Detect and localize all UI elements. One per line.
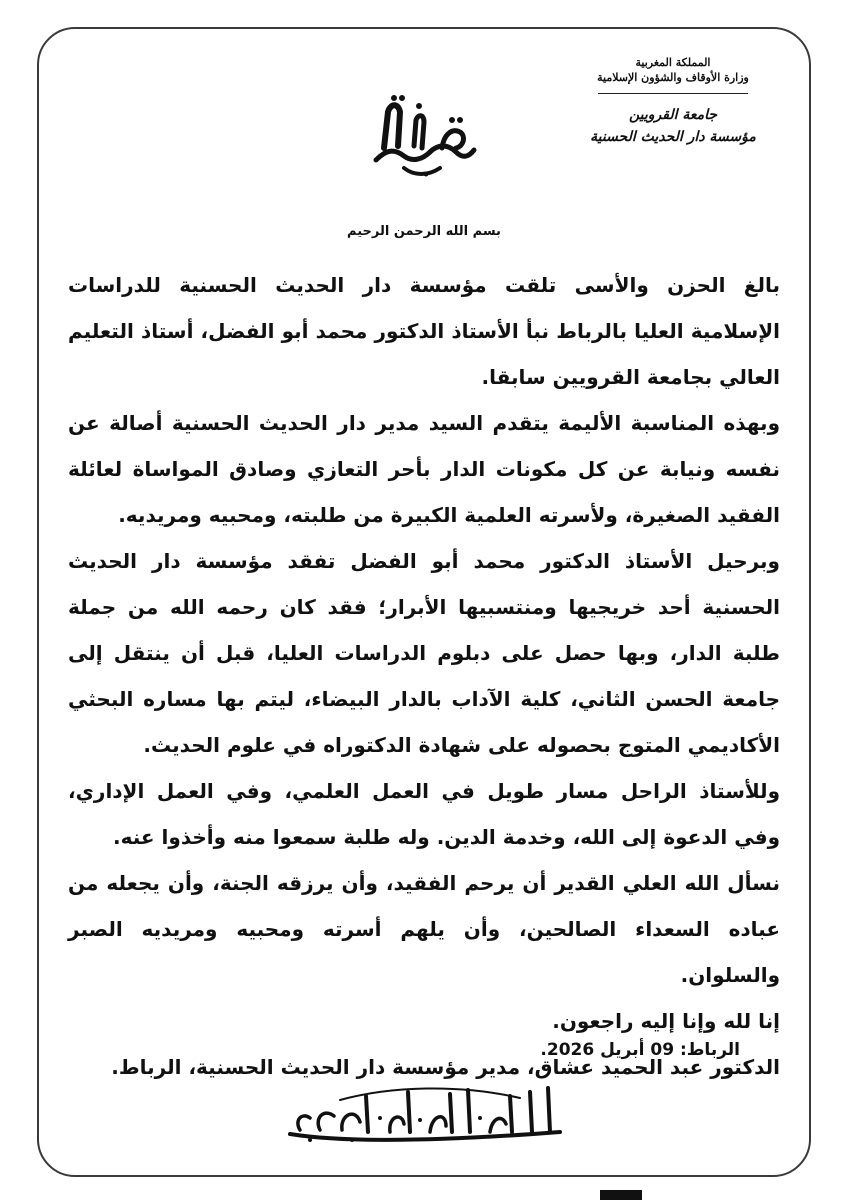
signature-line: الدكتور عبد الحميد عشاق، مدير مؤسسة دار الحديث الحسنية، الرباط. [111,1055,780,1079]
header-divider [598,93,748,94]
paragraph-career: وللأستاذ الراحل مسار طويل في العمل العلمي، وفي العمل الإداري، وفي الدعوة إلى الله، وخدمة الدين. وله طلبة سمعوا منه وأخذوا عنه. [68,779,780,849]
university-label: جامعة القرويين [628,107,718,123]
date-line: الرباط: 09 أبريل 2026. [540,1040,740,1060]
ministry-label: وزارة الأوقاف والشؤون الإسلامية [597,71,749,84]
paragraph-condolences: وبهذه المناسبة الأليمة يتقدم السيد مدير دار الحديث الحسنية أصالة عن نفسه ونيابة عن كل مكونات الدار بأحر التعازي وصادق المواساة لعائلة الفقيد الصغيرة، ولأسرته العلمية الكبيرة من طلبته، ومحبيه ومريديه. [68,411,780,527]
basmala: بسم الله الرحمن الرحيم [347,224,501,239]
institution-header [588,55,758,148]
corner-mark [600,1190,642,1200]
istirja-calligraphy [280,1078,570,1148]
letter-body [68,262,780,1090]
paragraph-istirja: إنا لله وإنا إليه راجعون. [552,1009,780,1033]
paragraph-announcement: بالغ الحزن والأسى تلقت مؤسسة دار الحديث الحسنية للدراسات الإسلامية العليا بالرباط نبأ الأستاذ الدكتور محمد أبو الفضل، أستاذ التعليم العالي بجامعة القرويين سابقا. [68,273,780,389]
paragraph-biography: وبرحيل الأستاذ الدكتور محمد أبو الفضل تفقد مؤسسة دار الحديث الحسنية أحد خريجيها ومنتسبيها الأبرار؛ فقد كان رحمه الله من جملة طلبة الدار، وبها حصل على دبلوم الدراسات العليا، قبل أن ينتقل إلى جامعة الحسن الثاني، كلية الآداب بالدار البيضاء، ليتم بها مساره البحثي الأكاديمي المتوج بحصوله على شهادة الدكتوراه في علوم الحديث. [68,549,780,757]
paragraph-prayer: نسأل الله العلي القدير أن يرحم الفقيد، وأن يرزقه الجنة، وأن يجعله من عباده السعداء الصالحين، وأن يلهم أسرته ومحبيه ومريديه الصبر والسلوان. [68,871,780,987]
condolence-title-calligraphy [364,90,484,180]
kingdom-label: المملكة المغربية [635,56,711,69]
institution-label: مؤسسة دار الحديث الحسنية [590,129,756,145]
